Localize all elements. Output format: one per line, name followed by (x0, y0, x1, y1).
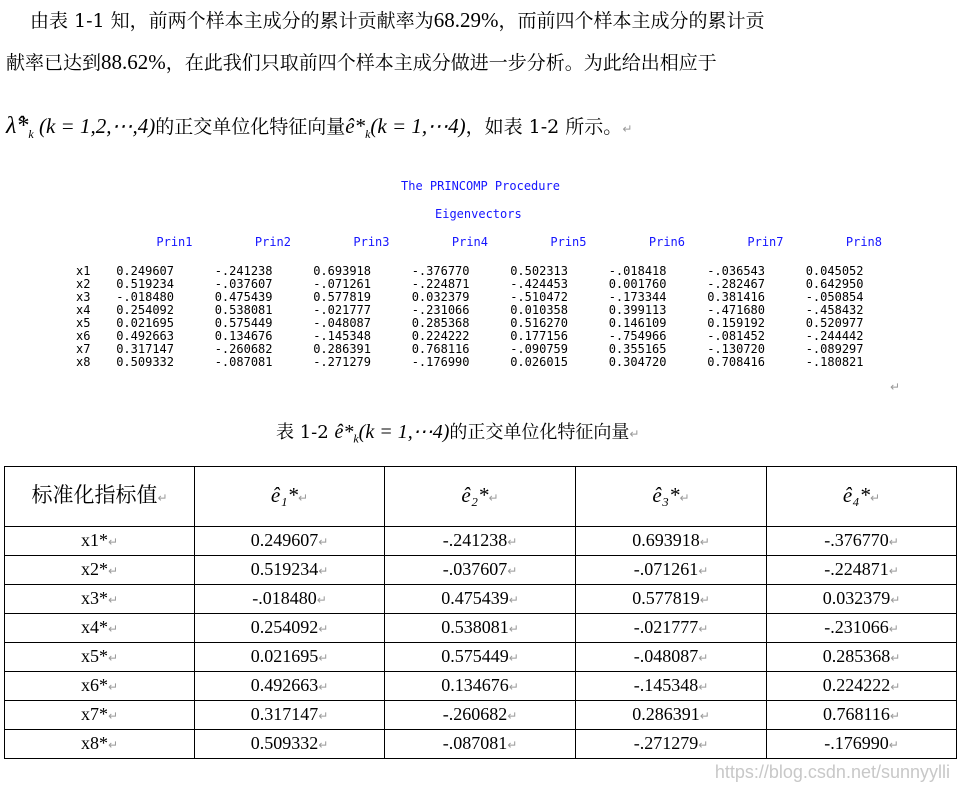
sas-column-header: Prin6 (648, 235, 685, 249)
cell-text: -.176990 (824, 733, 889, 753)
table-cell (767, 730, 957, 759)
table-cell (195, 730, 385, 759)
sas-cell: -.037607 (214, 277, 273, 291)
table-header-cell (576, 467, 767, 527)
sas-column-header: Prin7 (747, 235, 784, 249)
cell-mark: ↵ (298, 491, 309, 505)
cell-text: 0.249607 (250, 530, 319, 550)
eigenvector-table (4, 466, 957, 759)
cell-mark: ↵ (888, 622, 899, 636)
sas-row-label: x2 (76, 277, 91, 291)
paragraph-mark: ↵ (629, 427, 640, 441)
sas-cell: -.376770 (411, 264, 470, 278)
sas-row (76, 356, 864, 368)
sas-cell: 0.708416 (707, 355, 765, 369)
text: ，在此我们只取前四个样本主成分做进一步分析。为此给出相应于 (165, 52, 717, 74)
cell-text: 0.577819 (632, 588, 700, 608)
sas-cell: 0.001760 (608, 277, 667, 291)
sas-column-header: Prin2 (254, 235, 291, 249)
subscript: k (28, 126, 34, 141)
cell-mark: ↵ (107, 651, 119, 665)
sas-cell: 0.317147 (116, 342, 174, 356)
cell-mark: ↵ (699, 535, 710, 549)
sas-cell: -.224871 (411, 277, 470, 291)
sas-subtitle: Eigenvectors (435, 207, 522, 221)
cell-text: 0.021695 (250, 646, 319, 666)
sas-row-label: x6 (76, 329, 91, 343)
table-cell (195, 556, 385, 585)
caption-text: 的正交单位化特征向量 (449, 422, 630, 443)
sas-cell: 0.516270 (510, 316, 568, 330)
cell-text: 0.538081 (441, 617, 509, 637)
sas-cell: -.424453 (510, 277, 568, 291)
cell-text: -.224871 (824, 559, 889, 579)
sas-cell: -.021777 (313, 303, 371, 317)
table-cell (385, 643, 576, 672)
cell-mark: ↵ (698, 564, 709, 578)
cell-mark: ↵ (318, 622, 329, 636)
cell-text: -.018480 (252, 588, 317, 608)
cell-text: -.376770 (824, 530, 889, 550)
header-text: ê₁* (270, 483, 299, 507)
table-cell (576, 701, 767, 730)
sas-cell: -.282467 (707, 277, 765, 291)
sas-column-header: Prin3 (353, 235, 390, 249)
sas-cell: -.050854 (805, 290, 864, 304)
cell-mark: ↵ (318, 564, 329, 578)
cell-mark: ↵ (318, 709, 329, 723)
formula: (k = 1,2,⋯,4) (33, 114, 156, 138)
sas-cell: 0.399113 (608, 303, 667, 317)
cell-mark: ↵ (888, 564, 899, 578)
sas-cell: -.145348 (313, 329, 371, 343)
text: ，如表 1-2 所示。 (465, 116, 623, 138)
sas-row (76, 304, 864, 316)
sas-cell: 0.502313 (510, 264, 568, 278)
cell-text: x2* (80, 559, 108, 579)
formula: (k = 1,⋯4) (370, 114, 466, 138)
table-header-cell (385, 467, 576, 527)
table-row (5, 527, 957, 556)
sas-cell: -.089297 (805, 342, 864, 356)
sas-cell: -.231066 (411, 303, 470, 317)
sas-cell: -.260682 (214, 342, 273, 356)
lambda-symbol: λ̂* (6, 113, 29, 139)
cell-mark: ↵ (507, 709, 518, 723)
table-cell (195, 585, 385, 614)
cell-text: -.071261 (633, 559, 699, 579)
table-cell (576, 614, 767, 643)
sas-cell: 0.304720 (608, 355, 667, 369)
cell-mark: ↵ (679, 491, 690, 505)
sas-cell: -.471680 (707, 303, 765, 317)
table-cell (385, 730, 576, 759)
table-cell (576, 643, 767, 672)
table-row (5, 672, 957, 701)
table-cell (767, 556, 957, 585)
cell-mark: ↵ (890, 651, 901, 665)
cell-text: x1* (80, 530, 108, 550)
cell-mark: ↵ (507, 535, 518, 549)
cell-mark: ↵ (870, 491, 881, 505)
cell-mark: ↵ (698, 651, 709, 665)
sas-row (76, 317, 864, 329)
cell-text: 0.317147 (250, 704, 319, 724)
paragraph-mark: ↵ (622, 122, 633, 136)
sas-row-label: x8 (76, 355, 91, 369)
table-cell (5, 701, 195, 730)
table-row (5, 701, 957, 730)
paragraph-line-3 (6, 112, 632, 141)
watermark: https://blog.csdn.net/sunnyylli (714, 762, 950, 782)
sas-cell: 0.475439 (214, 290, 273, 304)
cell-text: -.241238 (442, 530, 508, 550)
sas-cell: 0.575449 (214, 316, 273, 330)
cell-text: x8* (80, 733, 108, 753)
sas-column-header: Prin1 (156, 235, 193, 249)
table-cell (385, 701, 576, 730)
cell-mark: ↵ (508, 593, 519, 607)
sas-cell: 0.224222 (411, 329, 470, 343)
cell-mark: ↵ (888, 738, 899, 752)
table-cell (195, 672, 385, 701)
sas-header-row (94, 236, 882, 248)
cell-text: x5* (80, 646, 108, 666)
table-cell (5, 527, 195, 556)
cell-text: 0.285368 (822, 646, 891, 666)
cell-mark: ↵ (890, 593, 901, 607)
table-cell (195, 701, 385, 730)
cell-text: 0.254092 (250, 617, 319, 637)
sas-cell: 0.026015 (510, 355, 568, 369)
table-header-cell (5, 467, 195, 527)
sas-cell: -.754966 (608, 329, 667, 343)
sas-cell: -.271279 (313, 355, 371, 369)
cell-mark: ↵ (107, 738, 119, 752)
table-cell (767, 672, 957, 701)
formula: (k = 1,⋯4) (358, 421, 450, 443)
sas-cell: 0.010358 (510, 303, 568, 317)
cell-text: x6* (80, 675, 108, 695)
cell-mark: ↵ (698, 622, 709, 636)
sas-cell: 0.642950 (805, 277, 864, 291)
sas-cell: 0.538081 (214, 303, 273, 317)
sas-cell: 0.134676 (214, 329, 273, 343)
text: 献率已达到 (6, 52, 102, 74)
header-text: ê₃* (652, 483, 680, 507)
header-text: 标准化指标值 (31, 483, 158, 507)
cell-mark: ↵ (107, 680, 119, 694)
cell-text: 0.519234 (250, 559, 319, 579)
cell-mark: ↵ (698, 680, 709, 694)
sas-cell: -.458432 (805, 303, 864, 317)
cell-mark: ↵ (107, 535, 119, 549)
e-hat-symbol: ê* (345, 114, 366, 138)
table-header-cell (767, 467, 957, 527)
cell-text: -.048087 (633, 646, 699, 666)
sas-cell: 0.520977 (805, 316, 864, 330)
sas-cell: 0.032379 (411, 290, 470, 304)
sas-row (76, 265, 864, 277)
sas-cell: -.180821 (805, 355, 864, 369)
table-cell (5, 643, 195, 672)
cell-mark: ↵ (889, 709, 900, 723)
sas-cell: -.048087 (313, 316, 371, 330)
e-hat-symbol: ê* (334, 421, 354, 443)
sas-row-label: x5 (76, 316, 91, 330)
sas-row-label: x7 (76, 342, 91, 356)
table-cell (767, 527, 957, 556)
table-cell (767, 585, 957, 614)
table-cell (385, 672, 576, 701)
cell-mark: ↵ (157, 491, 168, 505)
cell-mark: ↵ (488, 491, 499, 505)
sas-cell: 0.254092 (116, 303, 174, 317)
cell-mark: ↵ (507, 738, 518, 752)
cell-text: -.260682 (442, 704, 508, 724)
table-cell (385, 556, 576, 585)
text: 的正交单位化特征向量 (155, 116, 346, 138)
sas-cell: 0.577819 (313, 290, 371, 304)
cell-text: -.087081 (442, 733, 508, 753)
sas-row (76, 330, 864, 342)
sas-cell: 0.768116 (411, 342, 470, 356)
cell-text: 0.509332 (250, 733, 319, 753)
sas-cell: 0.285368 (411, 316, 470, 330)
sas-cell: -.036543 (707, 264, 765, 278)
table-caption (276, 420, 639, 446)
cell-mark: ↵ (107, 564, 119, 578)
cell-mark: ↵ (888, 535, 899, 549)
sas-cell: -.018480 (116, 290, 174, 304)
sas-cell: 0.355165 (608, 342, 667, 356)
sas-cell: 0.249607 (116, 264, 174, 278)
table-cell (385, 614, 576, 643)
sas-cell: -.130720 (707, 342, 765, 356)
table-header-cell (195, 467, 385, 527)
subscript: k (365, 126, 371, 141)
cell-mark: ↵ (107, 622, 119, 636)
cell-text: 0.224222 (822, 675, 891, 695)
table-row (5, 556, 957, 585)
sas-cell: -.173344 (608, 290, 667, 304)
sas-row (76, 278, 864, 290)
cell-text: 0.768116 (823, 704, 890, 724)
sas-column-header: Prin8 (845, 235, 882, 249)
cell-text: 0.693918 (632, 530, 700, 550)
sas-cell: 0.519234 (116, 277, 174, 291)
sas-row (76, 291, 864, 303)
table-cell (5, 672, 195, 701)
table-cell (576, 730, 767, 759)
cell-text: -.145348 (633, 675, 699, 695)
sas-column-header: Prin5 (550, 235, 587, 249)
table-cell (767, 701, 957, 730)
sas-cell: 0.146109 (608, 316, 667, 330)
cell-mark: ↵ (316, 593, 327, 607)
sas-cell: -.241238 (214, 264, 273, 278)
cell-text: -.231066 (824, 617, 889, 637)
cell-text: -.021777 (633, 617, 699, 637)
sas-cell: -.510472 (510, 290, 568, 304)
table-cell (5, 556, 195, 585)
sas-cell: 0.286391 (313, 342, 371, 356)
paragraph-line-1 (30, 8, 764, 33)
table-cell (767, 614, 957, 643)
cumulative-rate-2: 68.29% (433, 8, 499, 32)
cell-mark: ↵ (699, 593, 710, 607)
cell-mark: ↵ (318, 651, 329, 665)
cell-text: -.271279 (633, 733, 699, 753)
sas-row-label: x3 (76, 290, 91, 304)
cell-text: 0.134676 (441, 675, 509, 695)
sas-cell: 0.159192 (707, 316, 765, 330)
cell-mark: ↵ (107, 593, 119, 607)
sas-cell: 0.509332 (116, 355, 174, 369)
subscript: k (353, 431, 359, 446)
sas-row-label: x4 (76, 303, 91, 317)
cumulative-rate-4: 88.62% (101, 50, 166, 74)
cell-text: 0.492663 (250, 675, 319, 695)
table-row (5, 643, 957, 672)
table-cell (195, 643, 385, 672)
cell-mark: ↵ (508, 622, 519, 636)
table-cell (385, 527, 576, 556)
sas-cell: 0.045052 (805, 264, 864, 278)
sas-cell: -.090759 (510, 342, 568, 356)
cell-mark: ↵ (699, 709, 710, 723)
sas-cell: -.176990 (411, 355, 470, 369)
table-header-row (5, 467, 957, 527)
sas-cell: -.071261 (313, 277, 371, 291)
sas-cell: -.244442 (805, 329, 864, 343)
cell-mark: ↵ (508, 651, 519, 665)
table-cell (195, 614, 385, 643)
sas-cell: 0.693918 (313, 264, 371, 278)
cell-text: 0.286391 (632, 704, 700, 724)
cell-mark: ↵ (318, 738, 329, 752)
cell-mark: ↵ (508, 680, 519, 694)
cell-mark: ↵ (318, 535, 329, 549)
table-cell (576, 672, 767, 701)
sas-title: The PRINCOMP Procedure (401, 179, 560, 193)
table-row (5, 614, 957, 643)
table-row (5, 730, 957, 759)
sas-cell: 0.021695 (116, 316, 174, 330)
table-cell (576, 527, 767, 556)
sas-column-header: Prin4 (451, 235, 488, 249)
cell-text: 0.032379 (822, 588, 891, 608)
cell-mark: ↵ (507, 564, 518, 578)
sas-cell: 0.177156 (510, 329, 568, 343)
caption-label: 表 1-2 (276, 422, 335, 443)
cell-text: 0.575449 (441, 646, 509, 666)
table-row (5, 585, 957, 614)
table-cell (195, 527, 385, 556)
cell-text: -.037607 (442, 559, 508, 579)
cell-mark: ↵ (698, 738, 709, 752)
header-text: ê₂* (461, 483, 489, 507)
cell-text: x3* (80, 588, 108, 608)
text: 由表 1-1 知，前两个样本主成分的累计贡献率为 (30, 10, 434, 32)
paragraph-line-2 (6, 50, 717, 75)
header-text: ê₄* (842, 483, 871, 507)
sas-cell: -.018418 (608, 264, 667, 278)
sas-row-label: x1 (76, 264, 91, 278)
cell-text: x4* (80, 617, 108, 637)
sas-row (76, 343, 864, 355)
table-cell (5, 585, 195, 614)
cell-text: 0.475439 (441, 588, 509, 608)
sas-cell: 0.492663 (116, 329, 174, 343)
cell-mark: ↵ (318, 680, 329, 694)
cell-text: x7* (80, 704, 108, 724)
text: ，而前四个样本主成分的累计贡 (498, 10, 765, 32)
table-cell (385, 585, 576, 614)
table-cell (576, 585, 767, 614)
table-cell (5, 730, 195, 759)
sas-cell: 0.381416 (707, 290, 765, 304)
table-cell (576, 556, 767, 585)
sas-cell: -.081452 (707, 329, 765, 343)
table-cell (5, 614, 195, 643)
paragraph-mark: ↵ (890, 380, 901, 394)
sas-cell: -.087081 (214, 355, 273, 369)
cell-mark: ↵ (890, 680, 901, 694)
table-cell (767, 643, 957, 672)
cell-mark: ↵ (107, 709, 119, 723)
